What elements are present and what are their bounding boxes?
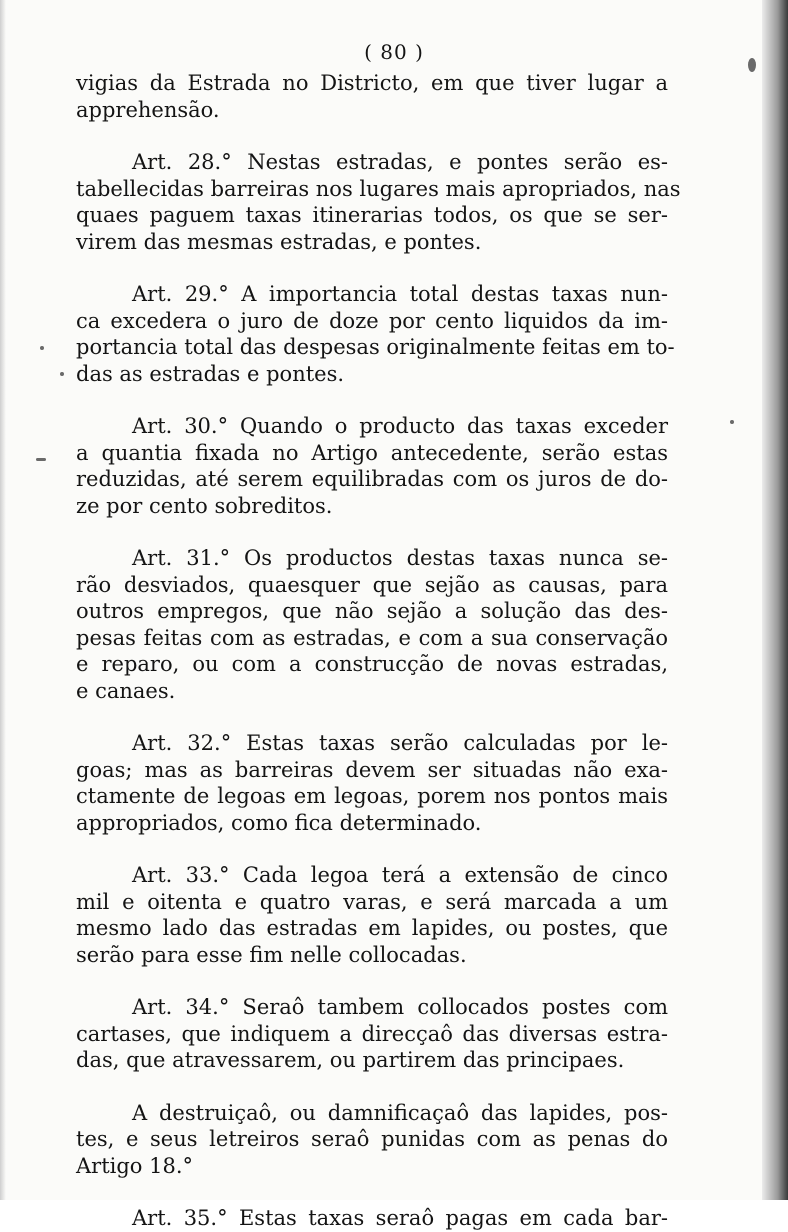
text-line: ze por cento sobreditos.: [76, 493, 333, 518]
paragraph-art-34-continuation: [76, 1100, 668, 1180]
text-line: pesas feitas com as estradas, e com a sua conservação: [76, 625, 668, 650]
text-line: Art. 34.° Seraô tambem collocados postes com: [132, 995, 668, 1019]
text-line: tabellecidas barreiras nos lugares mais apropriados, nas: [76, 176, 681, 201]
text-line: a quantia fixada no Artigo antecedente, serão estas: [76, 440, 668, 465]
text-line: mil e oitenta e quatro varas, e será marcada a um: [76, 889, 668, 914]
text-line: das as estradas e pontes.: [76, 361, 345, 386]
paragraph-art-32: [76, 730, 668, 836]
text-line: Art. 29.° A importancia total destas taxas nun-: [132, 282, 668, 306]
text-line: serão para esse fim nelle collocadas.: [76, 942, 467, 967]
text-line: Art. 28.° Nestas estradas, e pontes serão es-: [132, 150, 668, 174]
text-line: Artigo 18.°: [76, 1153, 194, 1178]
text-line: portancia total das despesas originalmente feitas em to-: [76, 335, 675, 359]
text-line: reduzidas, até serem equilibradas com os juros de do-: [76, 467, 668, 491]
ink-speck: [730, 420, 734, 424]
paragraph-art-28: [76, 149, 681, 255]
paragraph-art-34: [76, 994, 668, 1074]
paragraph-intro: [76, 70, 668, 123]
text-line: virem das mesmas estradas, e pontes.: [76, 229, 482, 254]
text-line: cartases, que indiquem a direcçaô das diversas estra-: [76, 1021, 668, 1046]
text-line: vigias da Estrada no Districto, em que tiver lugar a: [76, 71, 668, 95]
body-text: [76, 70, 681, 1232]
paragraph-art-33: [76, 862, 668, 968]
text-line: mesmo lado das estradas em lapides, ou postes, que: [76, 916, 668, 940]
paragraph-art-29: [76, 281, 675, 387]
text-line: goas; mas as barreiras devem ser situadas não exa-: [76, 757, 668, 782]
text-line: ca excedera o juro de doze por cento liquidos da im-: [76, 308, 668, 333]
text-line: outros empregos, que não sejão a solução das des-: [76, 599, 668, 623]
text-line: Art. 33.° Cada legoa terá a extensão de cinco: [132, 863, 668, 887]
text-line: Art. 32.° Estas taxas serão calculadas por le-: [132, 731, 668, 755]
text-line: quaes paguem taxas itinerarias todos, os que se ser-: [76, 203, 668, 227]
ink-speck: [40, 346, 44, 350]
paragraph-art-35: [76, 1205, 668, 1232]
text-line: rão desviados, quaesquer que sejão as causas, para: [76, 572, 668, 597]
text-line: appropriados, como fica determinado.: [76, 810, 482, 835]
text-line: tes, e seus letreiros seraô punidas com as penas do: [76, 1127, 668, 1151]
text-line: das, que atravessarem, ou partirem das principaes.: [76, 1048, 625, 1072]
page-right-edge-shadow: [762, 0, 788, 1200]
paragraph-art-31: [76, 545, 668, 704]
page-left-edge: [0, 0, 6, 1200]
text-line: e reparo, ou com a construcção de novas estradas,: [76, 652, 668, 676]
ink-speck: [60, 372, 64, 376]
text-line: Art. 35.° Estas taxas seraô pagas em cada bar-: [132, 1206, 668, 1230]
text-line: apprehensão.: [76, 97, 220, 122]
text-line: e canaes.: [76, 678, 176, 703]
text-line: ctamente de legoas em legoas, porem nos pontos mais: [76, 784, 668, 808]
text-line: A destruiçaô, ou damnificaçaô das lapides, pos-: [132, 1100, 668, 1125]
text-line: Art. 30.° Quando o producto das taxas exceder: [132, 414, 668, 438]
text-line: Art. 31.° Os productos destas taxas nunca se-: [132, 546, 668, 570]
page-number: ( 80 ): [364, 40, 424, 64]
paragraph-art-30: [76, 413, 668, 519]
ink-speck: [36, 458, 46, 461]
